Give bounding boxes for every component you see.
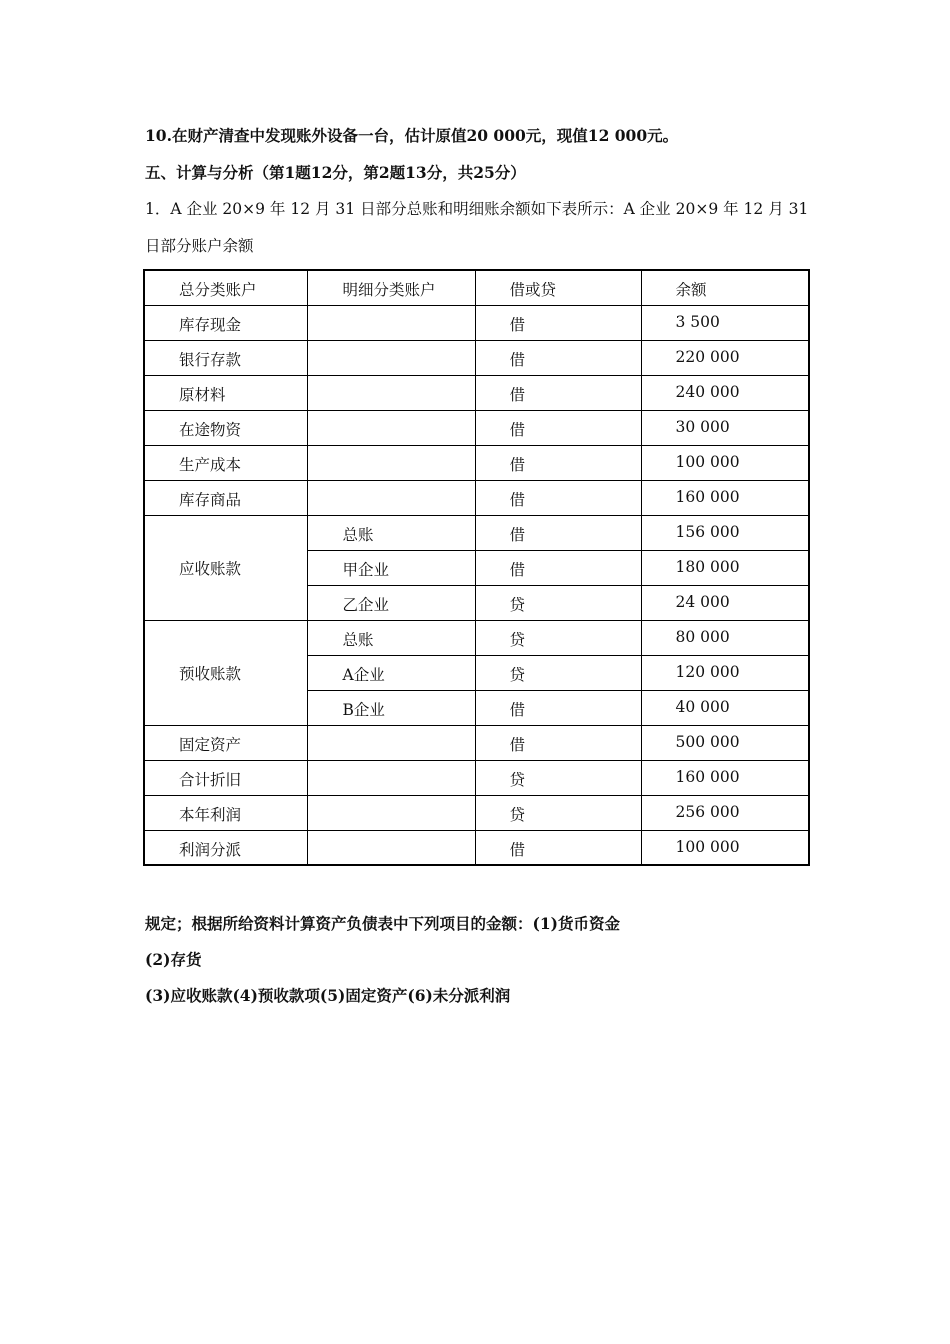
amount-cell: 24 000 (641, 585, 809, 620)
account-cell: 在途物资 (144, 410, 307, 445)
account-cell: 本年利润 (144, 795, 307, 830)
detail-cell: 乙企业 (307, 585, 475, 620)
question-10-text: 10.在财产清查中发现账外设备一台，估计原值20 000元，现值12 000元。 (145, 126, 679, 145)
dc-cell: 贷 (475, 585, 641, 620)
amount-cell: 100 000 (641, 830, 809, 865)
account-cell: 库存商品 (144, 480, 307, 515)
problem-1-intro: 1．A 企业 20×9 年 12 月 31 日部分总账和明细账余额如下表所示：A 企业 20×9 年 12 月 31 (145, 200, 809, 218)
detail-cell (307, 340, 475, 375)
dc-cell: 借 (475, 690, 641, 725)
table-row (144, 410, 809, 445)
account-cell: 原材料 (144, 375, 307, 410)
account-cell: 库存现金 (144, 305, 307, 340)
table-row (144, 795, 809, 830)
detail-cell: B企业 (307, 690, 475, 725)
detail-cell (307, 410, 475, 445)
dc-cell: 借 (475, 515, 641, 550)
account-cell: 合计折旧 (144, 760, 307, 795)
dc-cell: 贷 (475, 655, 641, 690)
dc-cell: 借 (475, 445, 641, 480)
amount-cell: 256 000 (641, 795, 809, 830)
table-row (144, 375, 809, 410)
account-cell-receivable: 应收账款 (144, 515, 307, 620)
requirement-line-2: (2)存货 (145, 950, 202, 969)
detail-cell (307, 445, 475, 480)
detail-cell (307, 725, 475, 760)
dc-cell: 贷 (475, 760, 641, 795)
dc-cell: 借 (475, 725, 641, 760)
amount-cell: 80 000 (641, 620, 809, 655)
amount-cell: 220 000 (641, 340, 809, 375)
table-header-row (144, 270, 809, 305)
table-row (144, 515, 809, 550)
table-row (144, 480, 809, 515)
dc-cell: 借 (475, 340, 641, 375)
dc-cell: 借 (475, 410, 641, 445)
table-row (144, 830, 809, 865)
amount-cell: 100 000 (641, 445, 809, 480)
detail-cell (307, 795, 475, 830)
header-debit-credit: 借或贷 (475, 270, 641, 305)
amount-cell: 30 000 (641, 410, 809, 445)
account-cell: 固定资产 (144, 725, 307, 760)
table-row (144, 305, 809, 340)
amount-cell: 40 000 (641, 690, 809, 725)
dc-cell: 贷 (475, 620, 641, 655)
dc-cell: 借 (475, 375, 641, 410)
amount-cell: 3 500 (641, 305, 809, 340)
amount-cell: 180 000 (641, 550, 809, 585)
account-cell-advance: 预收账款 (144, 620, 307, 725)
detail-cell: 甲企业 (307, 550, 475, 585)
account-cell: 银行存款 (144, 340, 307, 375)
section-heading: 五、计算与分析（第1题12分，第2题13分，共25分） (145, 163, 526, 182)
amount-cell: 156 000 (641, 515, 809, 550)
amount-cell: 120 000 (641, 655, 809, 690)
amount-cell: 160 000 (641, 480, 809, 515)
header-general-account: 总分类账户 (144, 270, 307, 305)
account-cell: 利润分派 (144, 830, 307, 865)
table-row (144, 725, 809, 760)
table-row (144, 620, 809, 655)
table-row (144, 340, 809, 375)
dc-cell: 贷 (475, 795, 641, 830)
requirement-line-3: (3)应收账款(4)预收款项(5)固定资产(6)未分派利润 (145, 986, 511, 1005)
dc-cell: 借 (475, 550, 641, 585)
detail-cell: A企业 (307, 655, 475, 690)
problem-1-intro-cont: 日部分账户余额 (145, 237, 254, 255)
detail-cell: 总账 (307, 515, 475, 550)
dc-cell: 借 (475, 305, 641, 340)
table-row (144, 760, 809, 795)
detail-cell (307, 830, 475, 865)
dc-cell: 借 (475, 480, 641, 515)
header-detail-account: 明细分类账户 (307, 270, 475, 305)
dc-cell: 借 (475, 830, 641, 865)
detail-cell (307, 480, 475, 515)
account-balance-table (143, 269, 810, 866)
header-balance: 余额 (641, 270, 809, 305)
amount-cell: 500 000 (641, 725, 809, 760)
detail-cell (307, 305, 475, 340)
detail-cell (307, 760, 475, 795)
table-row (144, 445, 809, 480)
amount-cell: 160 000 (641, 760, 809, 795)
amount-cell: 240 000 (641, 375, 809, 410)
detail-cell (307, 375, 475, 410)
detail-cell: 总账 (307, 620, 475, 655)
account-cell: 生产成本 (144, 445, 307, 480)
requirement-line-1: 规定；根据所给资料计算资产负债表中下列项目的金额：(1)货币资金 (145, 914, 620, 933)
